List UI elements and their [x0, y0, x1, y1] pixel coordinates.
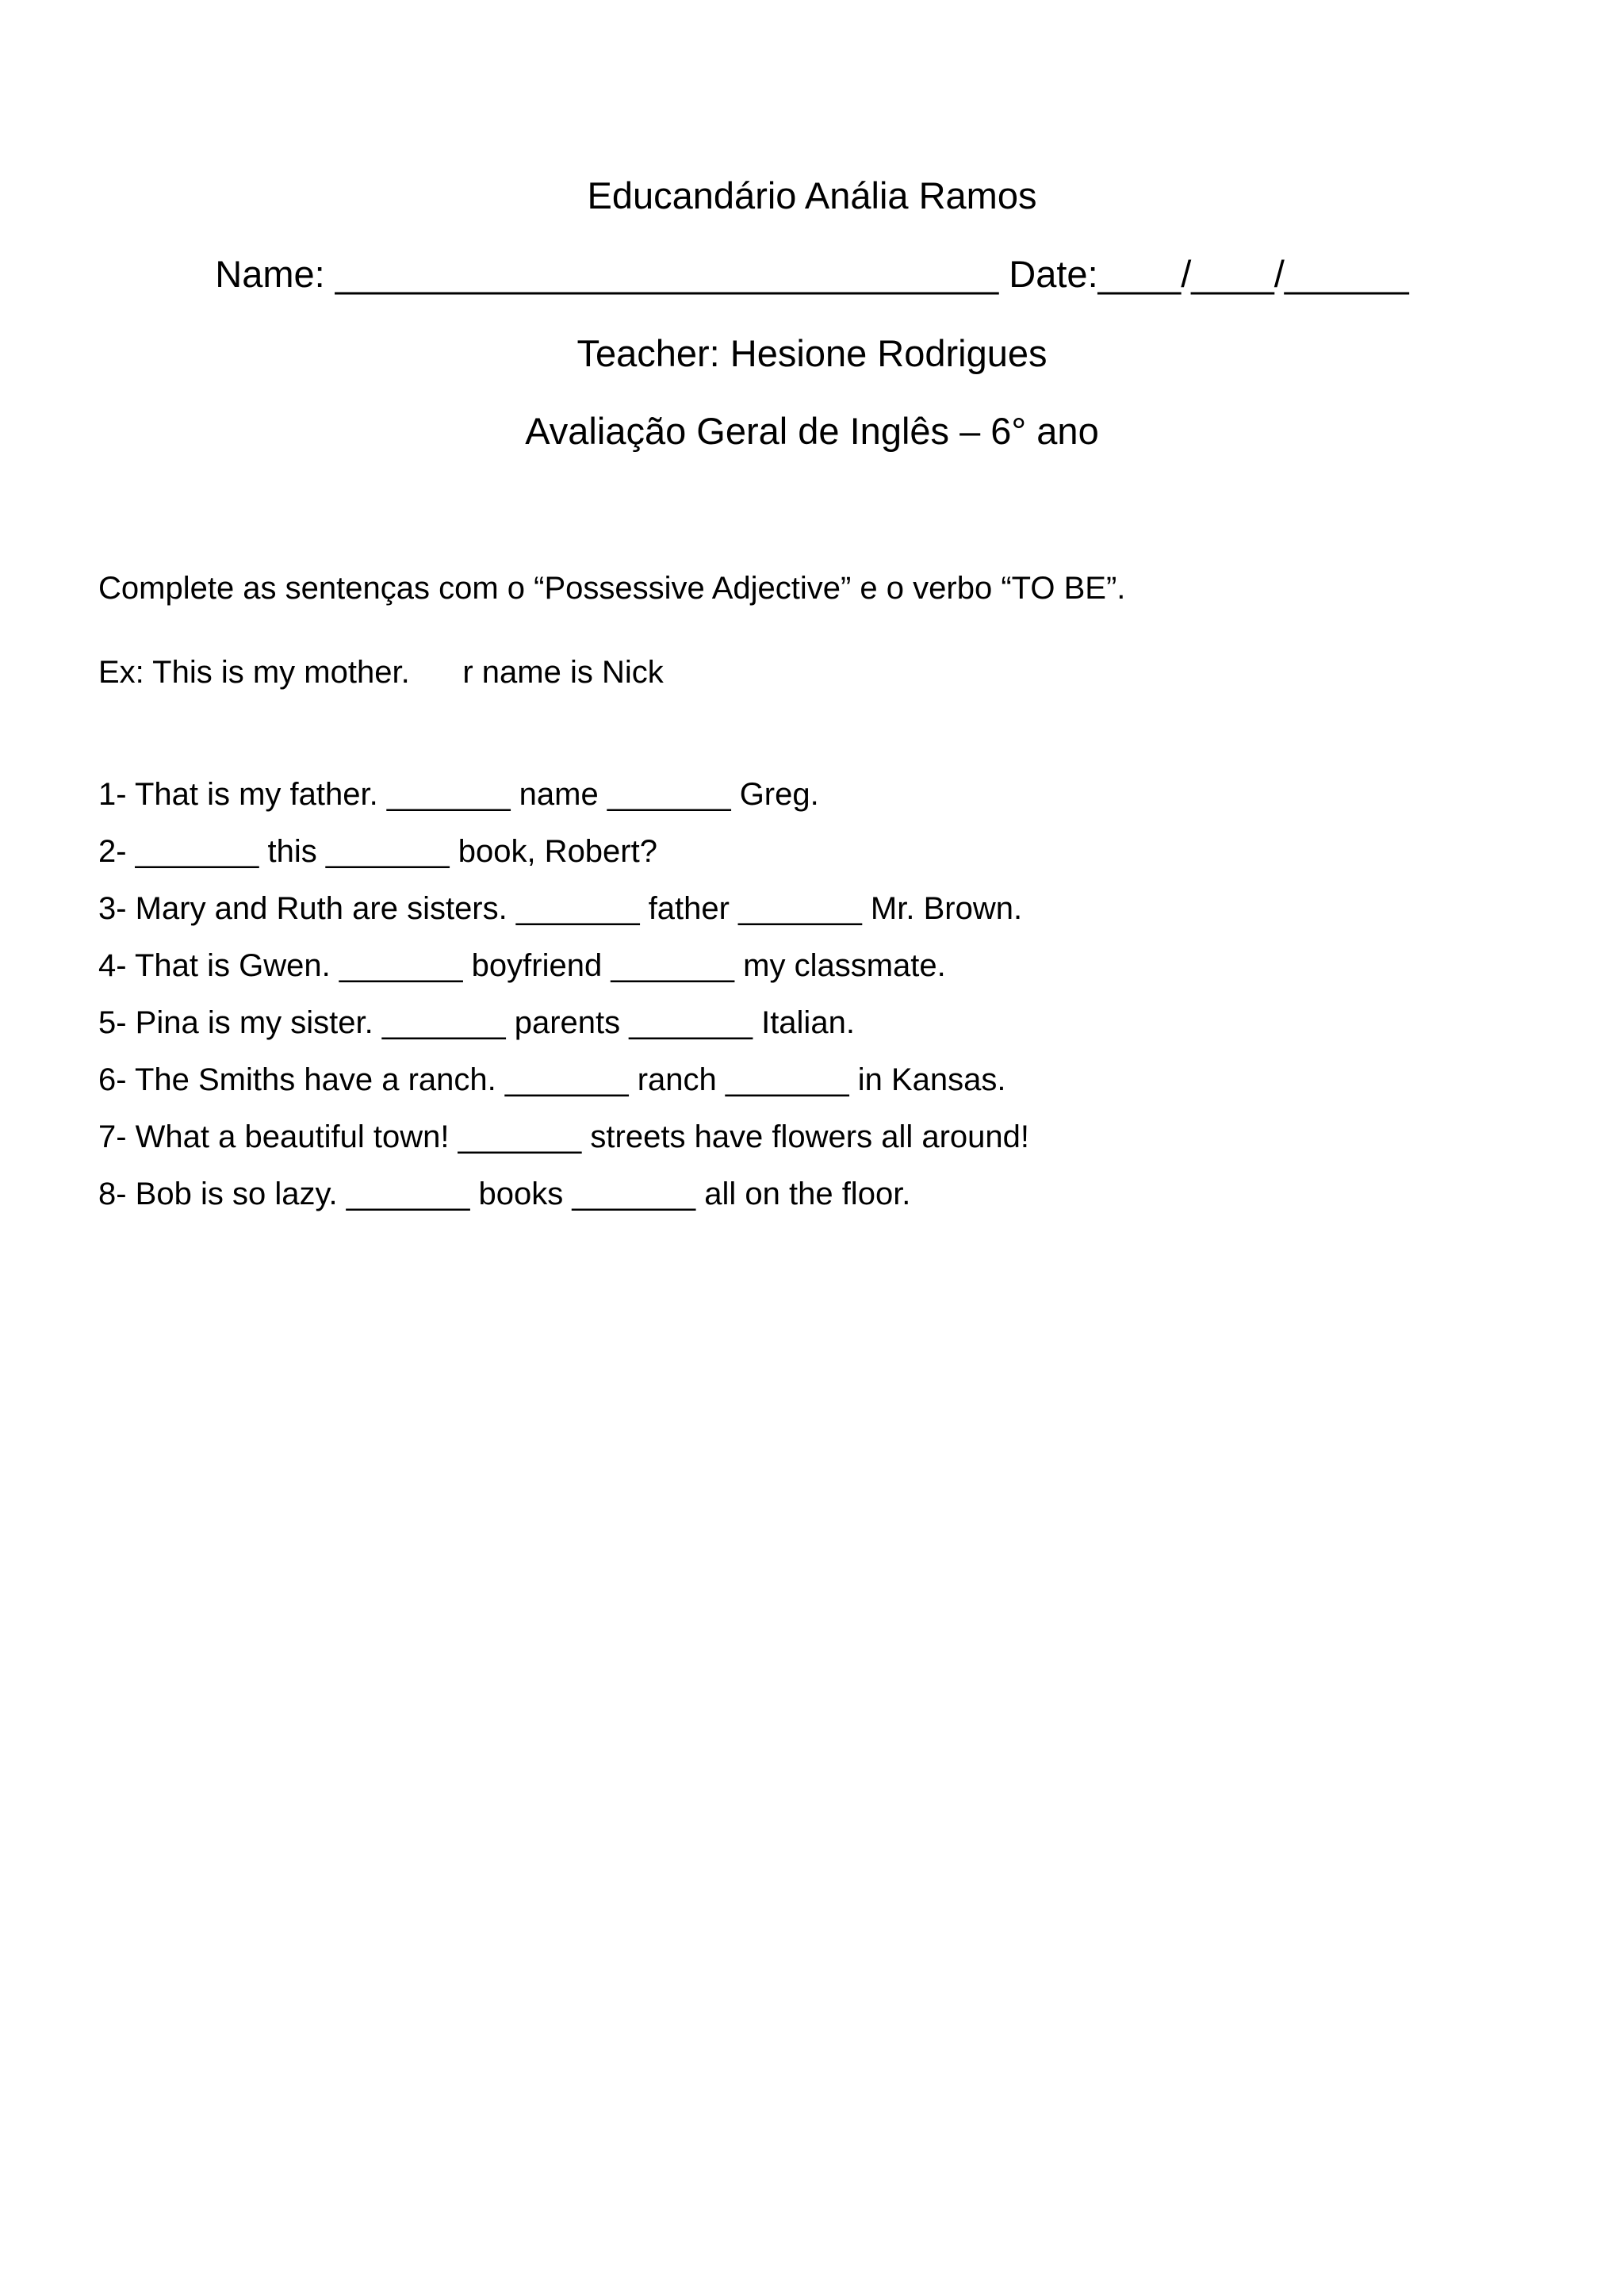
name-date-line: Name: ________________________________ Date:____/____/______	[215, 253, 1409, 295]
question-item: 2- _______ this _______ book, Robert?	[98, 834, 657, 869]
question-item: 8- Bob is so lazy. _______ books _______ all on the floor.	[98, 1177, 911, 1211]
question-item: 3- Mary and Ruth are sisters. _______ father _______ Mr. Brown.	[98, 891, 1023, 926]
question-item: 5- Pina is my sister. _______ parents _______ Italian.	[98, 1005, 855, 1040]
school-name: Educandário Anália Ramos	[587, 174, 1037, 216]
question-item: 6- The Smiths have a ranch. _______ ranch _______ in Kansas.	[98, 1062, 1006, 1097]
exam-title: Avaliação Geral de Inglês – 6° ano	[525, 410, 1099, 452]
question-item: 7- What a beautiful town! _______ streets have flowers all around!	[98, 1119, 1030, 1154]
question-item: 4- That is Gwen. _______ boyfriend _______ my classmate.	[98, 948, 946, 983]
question-item: 1- That is my father. _______ name _______ Greg.	[98, 777, 819, 812]
instruction-text: Complete as sentenças com o “Possessive Adjective” e o verbo “TO BE”.	[98, 571, 1126, 606]
teacher-name: Teacher: Hesione Rodrigues	[576, 332, 1048, 374]
example-sentence: Ex: This is my mother. r name is Nick	[98, 655, 664, 690]
question-list	[98, 766, 1029, 1223]
